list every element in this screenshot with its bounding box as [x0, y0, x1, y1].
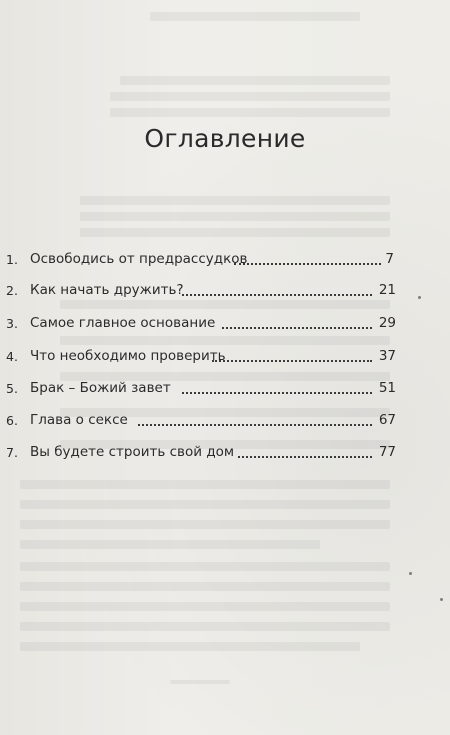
toc-entry-page: 51: [378, 380, 396, 396]
toc-entry-number: 3.: [6, 316, 18, 331]
toc-leader-dots: [222, 324, 372, 329]
toc-leader-dots: [138, 421, 372, 426]
toc-entry-number: 7.: [6, 445, 18, 460]
toc-entry-title: Самое главное основание: [30, 315, 216, 331]
toc-leader-dots: [182, 389, 372, 394]
toc-entry-number: 4.: [6, 349, 18, 364]
toc-entry-1[interactable]: [0, 248, 450, 270]
toc-entry-number: 6.: [6, 413, 18, 428]
toc-entry-6[interactable]: [0, 409, 450, 431]
toc-entry-page: 29: [378, 315, 396, 331]
toc-leader-dots: [238, 453, 372, 458]
toc-entry-title: Что необходимо проверить: [30, 348, 226, 364]
toc-entry-title: Брак – Божий завет: [30, 380, 171, 396]
toc-entry-7[interactable]: [0, 441, 450, 463]
toc-entry-page: 7: [385, 251, 394, 267]
toc-entry-page: 21: [378, 282, 396, 298]
page-title: Оглавление: [144, 124, 306, 153]
toc-entry-3[interactable]: [0, 312, 450, 334]
toc-leader-dots: [234, 260, 381, 265]
toc-entry-title: Глава о сексе: [30, 412, 128, 428]
toc-leader-dots: [182, 291, 372, 296]
toc-entry-page: 77: [378, 444, 396, 460]
toc-entry-number: 5.: [6, 381, 18, 396]
toc-entry-number: 2.: [6, 283, 18, 298]
toc-entry-5[interactable]: [0, 377, 450, 399]
toc-entry-2[interactable]: [0, 279, 450, 301]
toc-entry-title: Как начать дружить?: [30, 282, 184, 298]
toc-leader-dots: [212, 357, 372, 362]
toc-entry-page: 37: [378, 348, 396, 364]
toc-entry-title: Освободись от предрассудков: [30, 251, 248, 267]
toc-entry-title: Вы будете строить свой дом: [30, 444, 235, 460]
toc-entry-page: 67: [378, 412, 396, 428]
toc-entry-4[interactable]: [0, 345, 450, 367]
toc-entry-number: 1.: [6, 252, 18, 267]
